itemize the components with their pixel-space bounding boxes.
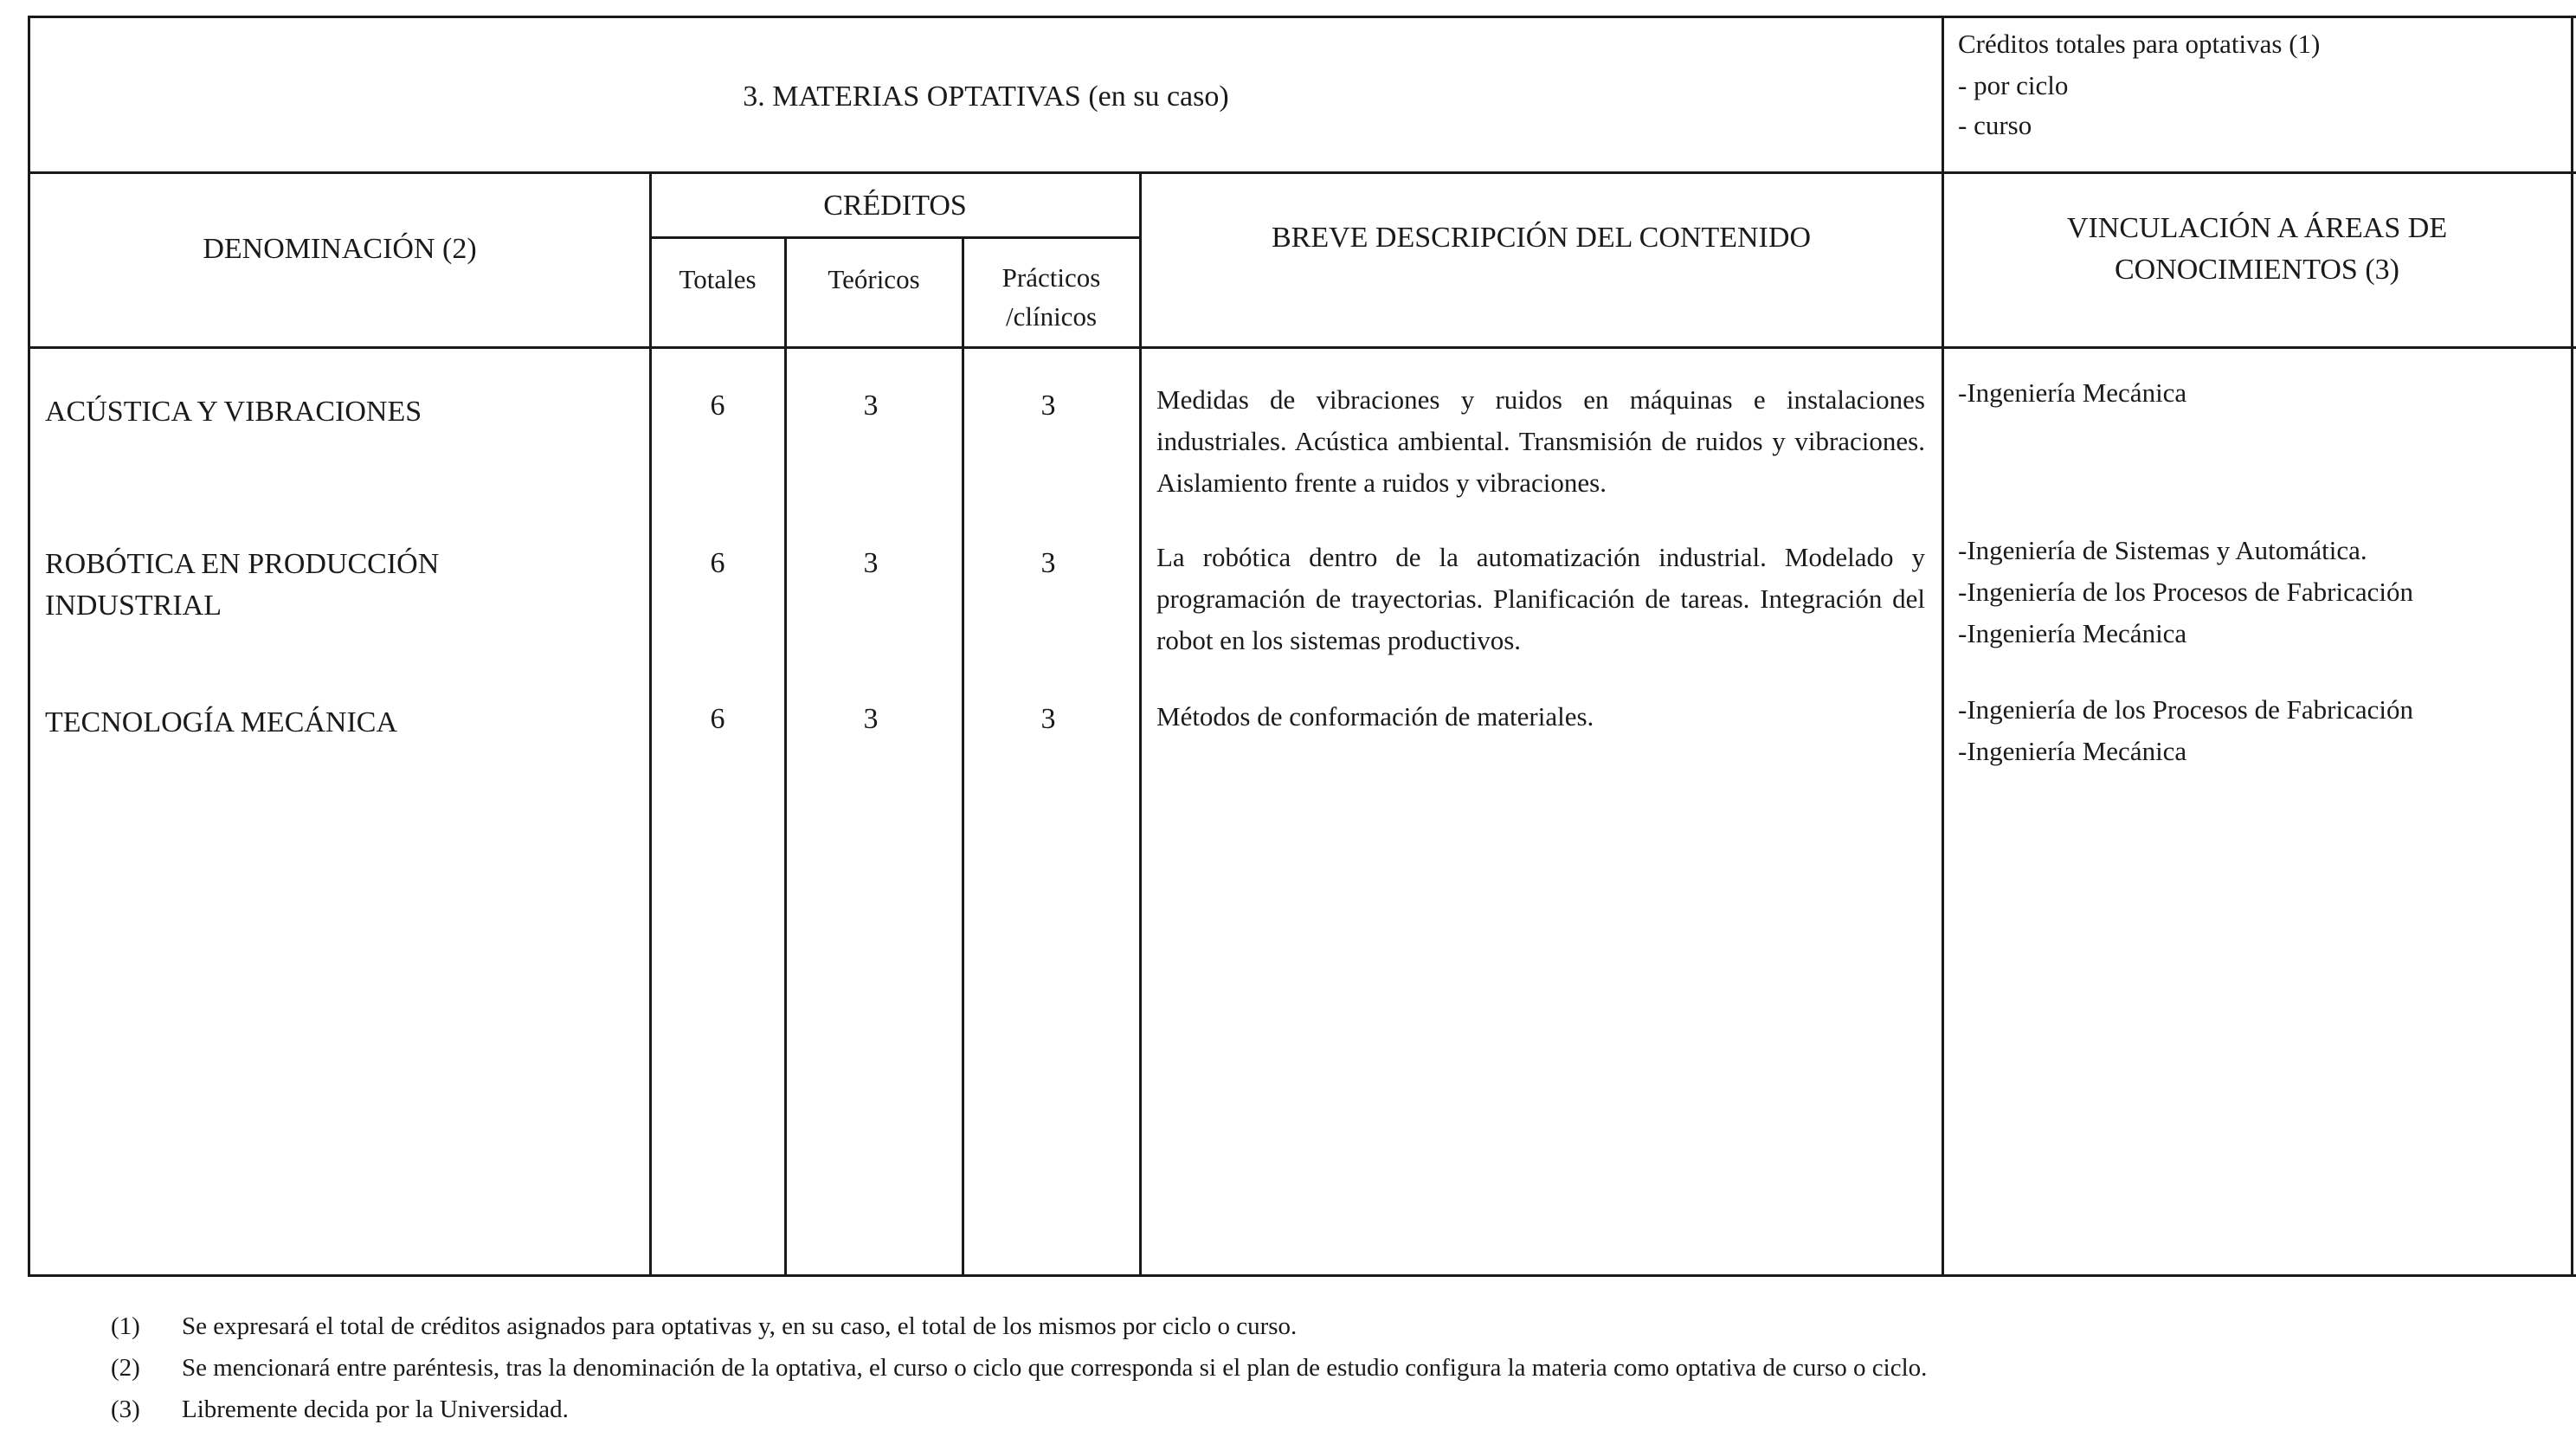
knowledge-area-item: -Ingeniería de Sistemas y Automática.	[1958, 535, 2367, 565]
credits-totales: 6	[710, 703, 725, 735]
credits-practicos: 3	[1040, 390, 1056, 422]
column-header-teoricos: Teóricos	[828, 264, 920, 294]
credits-practicos: 3	[1040, 703, 1056, 735]
col-divider-totales	[784, 236, 787, 1277]
column-header-conocimientos: CONOCIMIENTOS (3)	[2115, 254, 2399, 286]
col-divider-creditos	[1139, 171, 1142, 1277]
column-header-clinicos: /clínicos	[1005, 301, 1098, 332]
credits-totales: 6	[710, 390, 725, 422]
table-bottom-border	[28, 1274, 2576, 1277]
footnote-number: (2)	[111, 1354, 140, 1382]
column-header-practicos: Prácticos	[1001, 262, 1101, 293]
knowledge-area-item: -Ingeniería Mecánica	[1958, 736, 2187, 766]
footnote-number: (3)	[111, 1396, 140, 1423]
knowledge-areas	[1958, 372, 2186, 414]
column-header-bottom	[28, 346, 2576, 349]
column-header-denominacion: DENOMINACIÓN (2)	[203, 233, 477, 265]
header-divider	[28, 171, 2576, 174]
subject-name: ACÚSTICA Y VIBRACIONES	[45, 396, 422, 428]
credits-total-title: Créditos totales para optativas (1)	[1958, 29, 2321, 59]
subject-description: Medidas de vibraciones y ruidos en máquinas e instalaciones industriales. Acústica ambiental. Transmisión de ruidos y vibraciones. Aislamiento frente a ruidos y vibraciones.	[1156, 384, 1925, 498]
subject-name: TECNOLOGÍA MECÁNICA	[45, 706, 398, 738]
subject-name: ROBÓTICA EN PRODUCCIÓN	[45, 548, 440, 580]
footnote-text: Se expresará el total de créditos asignados para optativas y, en su caso, el total de los mismos por ciclo o curso.	[182, 1312, 1298, 1340]
knowledge-area-item: -Ingeniería de los Procesos de Fabricación	[1958, 694, 2413, 725]
footnote-text: Libremente decida por la Universidad.	[182, 1396, 569, 1423]
column-header-creditos: CRÉDITOS	[823, 190, 967, 222]
column-header-vinculacion: VINCULACIÓN A ÁREAS DE	[2066, 212, 2448, 244]
credits-per-course: - curso	[1958, 110, 2032, 140]
section-title: 3. MATERIAS OPTATIVAS (en su caso)	[743, 81, 1229, 113]
creditos-divider	[651, 236, 1140, 239]
knowledge-area-item: -Ingeniería Mecánica	[1958, 618, 2187, 648]
footnote-number: (1)	[111, 1312, 140, 1340]
table-left-border	[28, 16, 30, 1277]
knowledge-areas	[1958, 530, 2413, 654]
knowledge-areas	[1958, 689, 2413, 772]
footnote-text: Se mencionará entre paréntesis, tras la denominación de la optativa, el curso o ciclo que corresponda si el plan de estudio configura la materia como optativa de curso o ciclo.	[182, 1354, 1928, 1382]
column-header-descripcion: BREVE DESCRIPCIÓN DEL CONTENIDO	[1271, 222, 1811, 254]
col-divider-denominacion	[649, 171, 652, 1277]
table-right-border	[2571, 16, 2573, 1277]
knowledge-area-item: -Ingeniería Mecánica	[1958, 377, 2187, 408]
credits-teoricos: 3	[863, 703, 879, 735]
table-top-border	[28, 16, 2576, 18]
col-divider-descripcion	[1942, 16, 1944, 1277]
credits-per-cycle: - por ciclo	[1958, 70, 2069, 100]
credits-teoricos: 3	[863, 547, 879, 579]
subject-name-continued: INDUSTRIAL	[45, 590, 222, 622]
col-divider-teoricos	[962, 236, 964, 1277]
subject-description: Métodos de conformación de materiales.	[1156, 701, 1594, 732]
credits-totales: 6	[710, 547, 725, 579]
column-header-totales: Totales	[679, 264, 757, 294]
subject-description: La robótica dentro de la automatización industrial. Modelado y programación de trayectorias. Planificación de tareas. Integración del robot en los sistemas productivos.	[1156, 542, 1925, 655]
knowledge-area-item: -Ingeniería de los Procesos de Fabricación	[1958, 577, 2413, 607]
credits-teoricos: 3	[863, 390, 879, 422]
credits-practicos: 3	[1040, 547, 1056, 579]
